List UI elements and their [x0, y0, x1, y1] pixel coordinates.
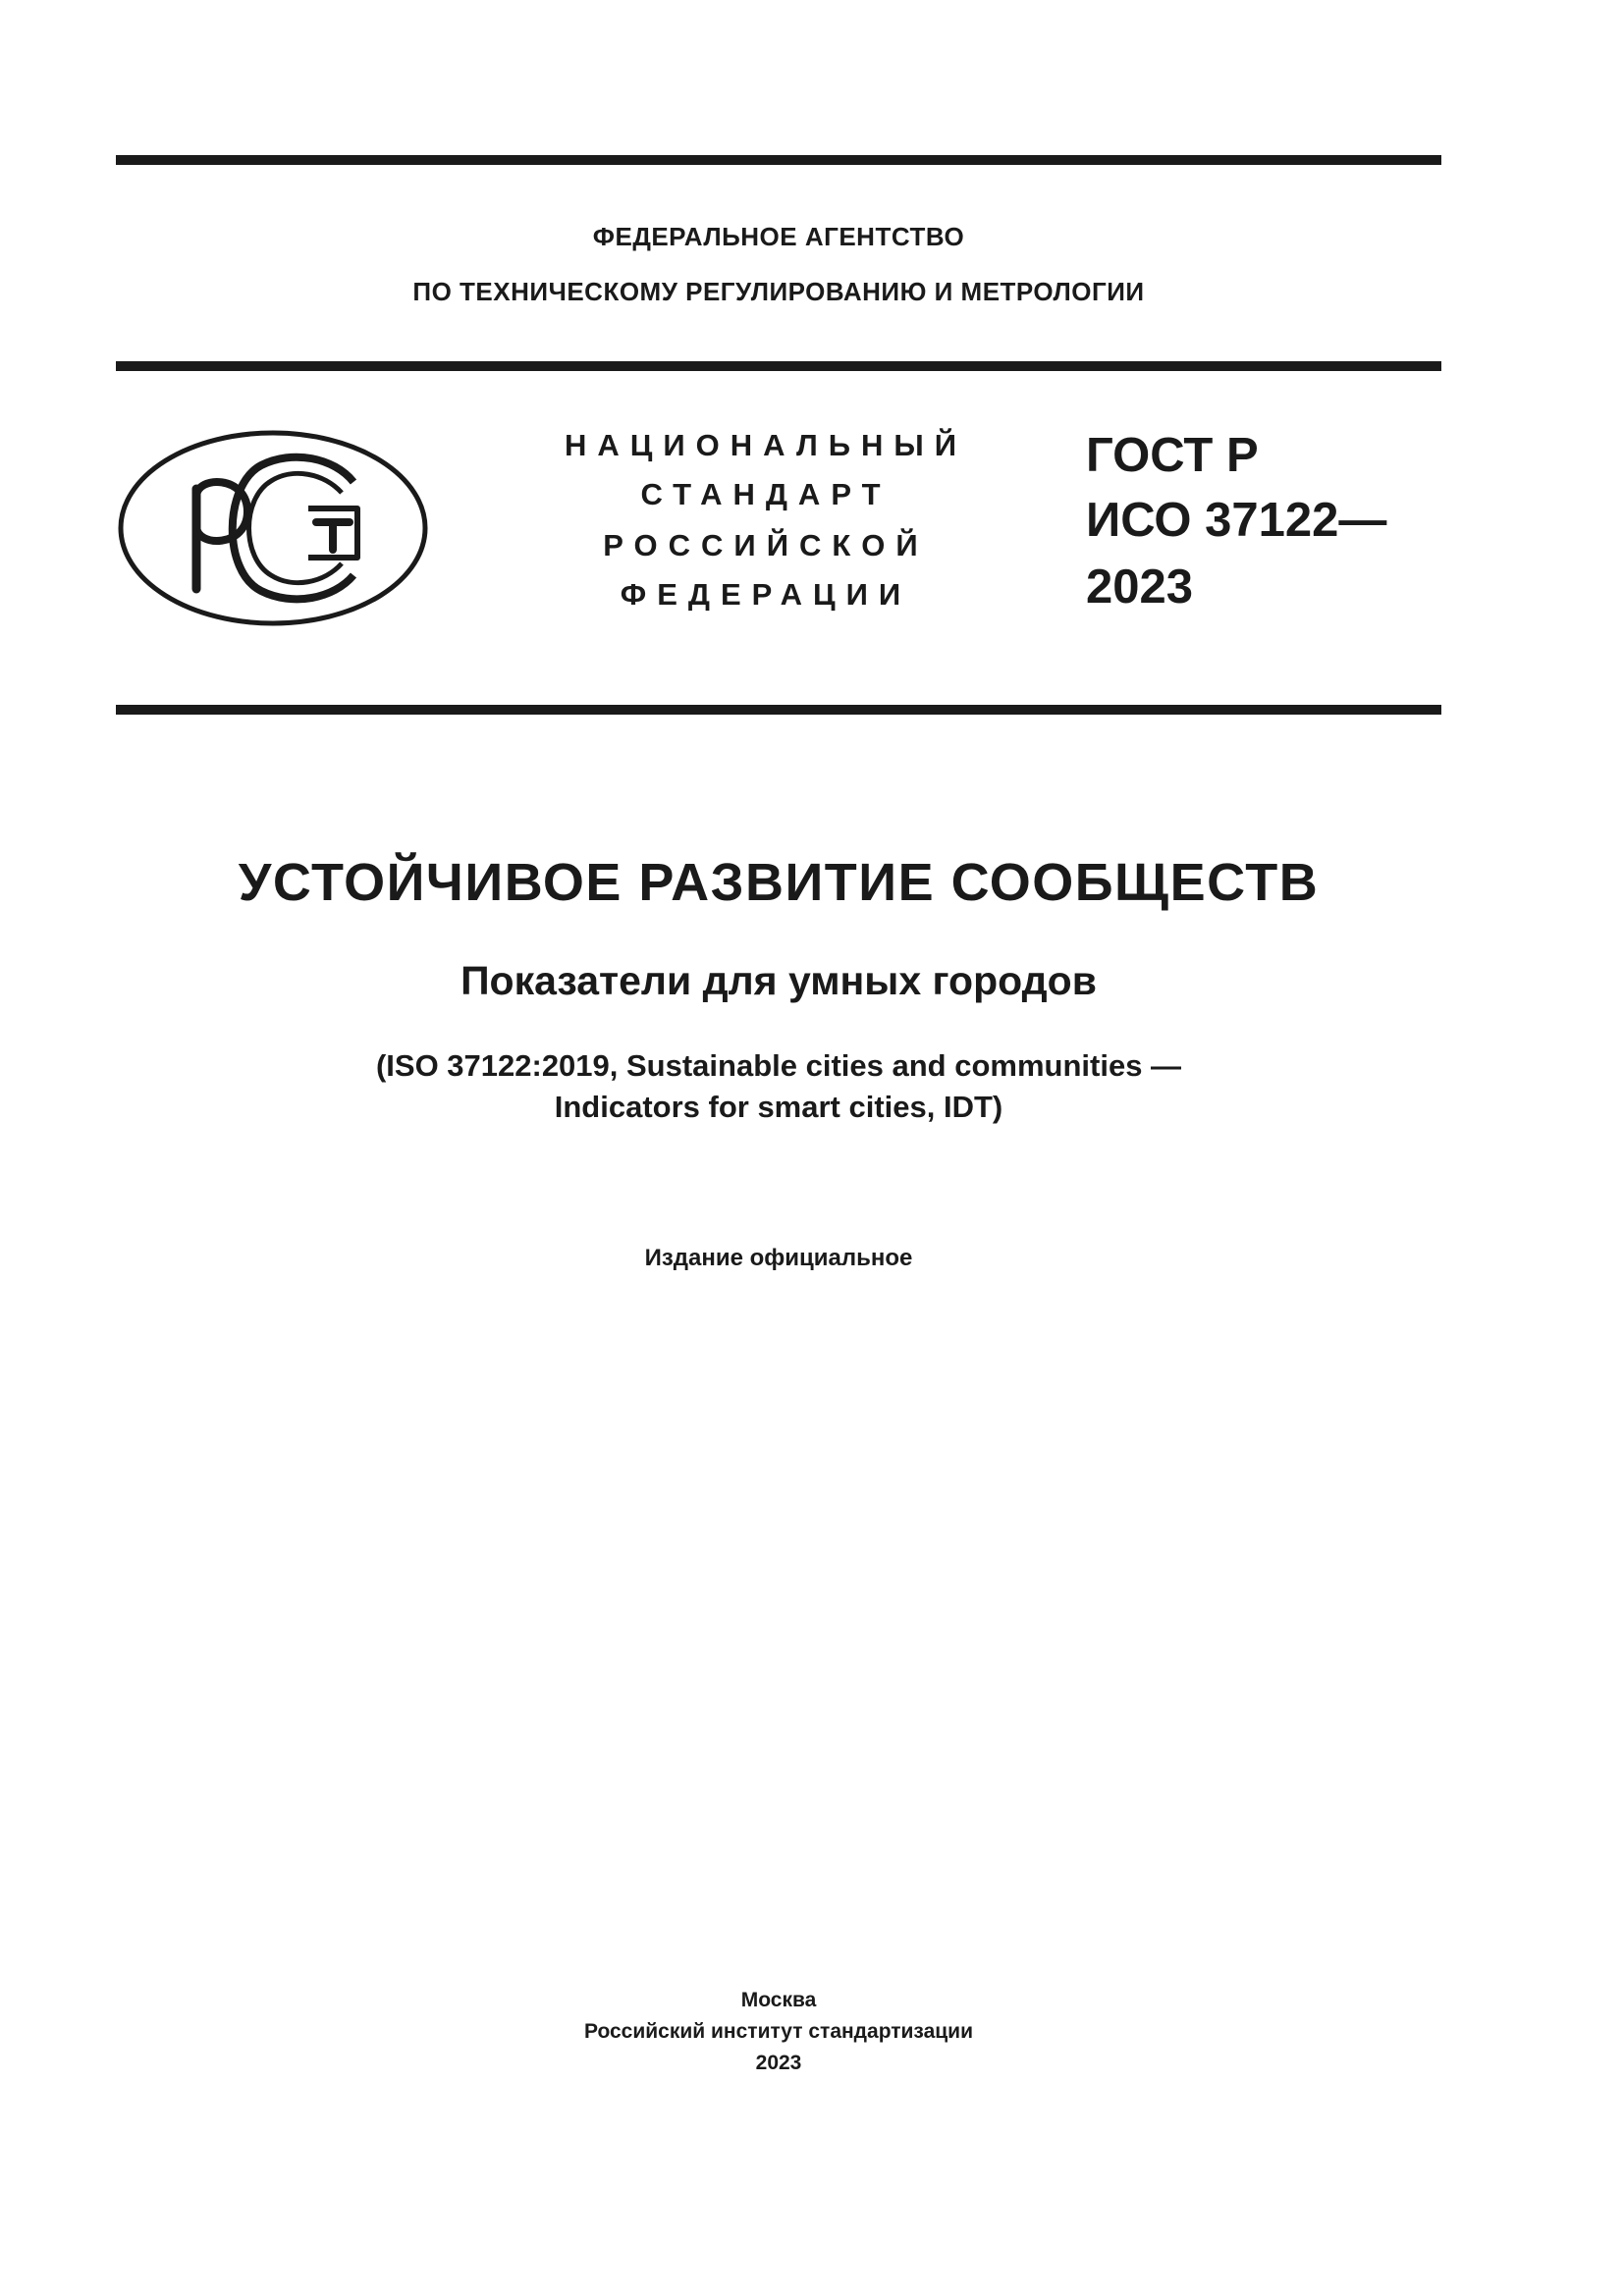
standard-type-line-1: НАЦИОНАЛЬНЫЙ — [564, 428, 968, 462]
standard-type-line-3: РОССИЙСКОЙ — [603, 528, 929, 562]
rst-certification-mark-icon — [116, 428, 430, 628]
standard-type-line-4: ФЕДЕРАЦИИ — [620, 577, 912, 612]
top-rule — [116, 155, 1441, 165]
standard-designation-line-2: ИСО 37122— — [1086, 494, 1387, 547]
standard-designation-line-1: ГОСТ Р — [1086, 429, 1259, 482]
international-reference-line-2: Indicators for smart cities, IDT) — [554, 1090, 1003, 1124]
agency-name-line-1: ФЕДЕРАЛЬНОЕ АГЕНТСТВО — [592, 222, 965, 251]
edition-note: Издание официальное — [644, 1245, 913, 1271]
imprint-publisher: Российский институт стандартизации — [583, 2020, 974, 2043]
document-title: УСТОЙЧИВОЕ РАЗВИТИЕ СООБЩЕСТВ — [238, 853, 1320, 912]
title-divider-rule — [116, 705, 1441, 715]
document-subtitle: Показатели для умных городов — [460, 958, 1097, 1003]
imprint-city: Москва — [740, 1989, 817, 2011]
header-divider-rule — [116, 361, 1441, 371]
international-reference-line-1: (ISO 37122:2019, Sustainable cities and communities — — [375, 1048, 1182, 1083]
agency-name-line-2: ПО ТЕХНИЧЕСКОМУ РЕГУЛИРОВАНИЮ И МЕТРОЛОГИИ — [412, 277, 1145, 306]
standard-type-line-2: СТАНДАРТ — [640, 477, 892, 511]
imprint-year: 2023 — [755, 2052, 802, 2074]
standard-designation-line-3: 2023 — [1086, 561, 1194, 614]
